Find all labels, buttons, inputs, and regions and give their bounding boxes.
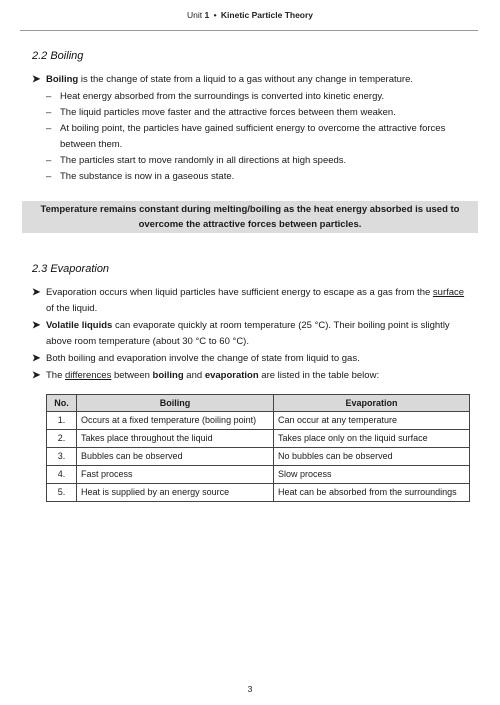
comparison-table: [46, 394, 470, 502]
sub-point-text: The liquid particles move faster and the attractive forces between them weaken.: [60, 107, 396, 118]
boiling-definition: is the change of state from a liquid to a gas without any change in temperature.: [78, 74, 414, 85]
both-processes-text: Both boiling and evaporation involve the change of state from liquid to gas.: [46, 353, 360, 364]
cell-evaporation: Slow process: [274, 466, 470, 484]
header-boiling: Boiling: [77, 395, 274, 412]
cell-boiling: Fast process: [77, 466, 274, 484]
underlined-surface: surface: [432, 287, 465, 298]
dash-icon: –: [46, 123, 52, 134]
table-row: [47, 484, 470, 502]
sub-point-text: At boiling point, the particles have gained sufficient energy to overcome the attractive forces between them.: [60, 123, 446, 150]
chevron-right-icon: ➤: [32, 320, 41, 331]
cell-no: 1.: [47, 412, 77, 430]
term-evaporation: evaporation: [204, 370, 259, 381]
section-title-boiling: 2.2 Boiling: [32, 50, 84, 62]
bullet-both-processes: [32, 351, 472, 367]
table-header-row: [47, 395, 470, 412]
bullet-evaporation-definition: [32, 285, 472, 317]
diff-text-1: The: [46, 370, 66, 381]
cell-boiling: Heat is supplied by an energy source: [77, 484, 274, 502]
dash-icon: –: [46, 155, 52, 166]
header-separator: •: [213, 10, 217, 20]
diff-text-3: and: [183, 370, 205, 381]
table-row: [47, 412, 470, 430]
header-unit-label: Unit: [186, 10, 203, 20]
sub-point-text: Heat energy absorbed from the surroundings is converted into kinetic energy.: [60, 91, 385, 102]
table-row: [47, 448, 470, 466]
dash-icon: –: [46, 171, 52, 182]
table-row: [47, 466, 470, 484]
cell-evaporation: Can occur at any temperature: [274, 412, 470, 430]
cell-evaporation: Heat can be absorbed from the surroundings: [274, 484, 470, 502]
diff-text-4: are listed in the table below:: [258, 370, 380, 381]
cell-boiling: Bubbles can be observed: [77, 448, 274, 466]
chevron-right-icon: ➤: [32, 370, 41, 381]
chevron-right-icon: ➤: [32, 353, 41, 364]
table-row: [47, 430, 470, 448]
term-boiling-2: boiling: [152, 370, 184, 381]
page-header: [0, 10, 500, 20]
bullet-volatile-liquids: [32, 318, 472, 350]
header-no: No.: [47, 395, 77, 412]
header-unit-number: 1: [204, 10, 210, 20]
underlined-differences: differences: [65, 370, 112, 381]
highlight-note: Temperature remains constant during melting/boiling as the heat energy absorbed is used to overcome the attractive forces between particles.: [22, 201, 478, 233]
diff-text-2: between: [111, 370, 153, 381]
sub-point: [46, 89, 466, 105]
dash-icon: –: [46, 91, 52, 102]
chevron-right-icon: ➤: [32, 287, 41, 298]
cell-no: 3.: [47, 448, 77, 466]
page-number: 3: [247, 684, 253, 694]
sub-point: [46, 105, 466, 121]
header-rule: [20, 30, 478, 31]
term-boiling: Boiling: [46, 74, 79, 85]
sub-point: [46, 169, 466, 185]
term-volatile-liquids: Volatile liquids: [46, 320, 113, 331]
sub-point-text: The substance is now in a gaseous state.: [60, 171, 235, 182]
evap-text-1: Evaporation occurs when liquid particles have sufficient energy to escape as a gas from the: [46, 287, 431, 298]
header-evaporation: Evaporation: [274, 395, 470, 412]
chevron-right-icon: ➤: [32, 74, 41, 85]
sub-point-text: The particles start to move randomly in all directions at high speeds.: [60, 155, 347, 166]
header-title: Kinetic Particle Theory: [220, 10, 314, 20]
cell-no: 5.: [47, 484, 77, 502]
cell-no: 2.: [47, 430, 77, 448]
cell-evaporation: No bubbles can be observed: [274, 448, 470, 466]
cell-boiling: Takes place throughout the liquid: [77, 430, 274, 448]
cell-boiling: Occurs at a fixed temperature (boiling point): [77, 412, 274, 430]
evap-text-2: of the liquid.: [46, 303, 98, 314]
cell-no: 4.: [47, 466, 77, 484]
section-title-evaporation: 2.3 Evaporation: [32, 263, 110, 275]
sub-point: [46, 153, 466, 169]
bullet-differences: [32, 368, 472, 384]
volatile-text: can evaporate quickly at room temperature (25 °C). Their boiling point is slightly above room temperature (about 30 °C to 60 °C).: [46, 320, 450, 347]
bullet-boiling-definition: [32, 72, 472, 88]
sub-point: [46, 121, 466, 153]
dash-icon: –: [46, 107, 52, 118]
cell-evaporation: Takes place only on the liquid surface: [274, 430, 470, 448]
